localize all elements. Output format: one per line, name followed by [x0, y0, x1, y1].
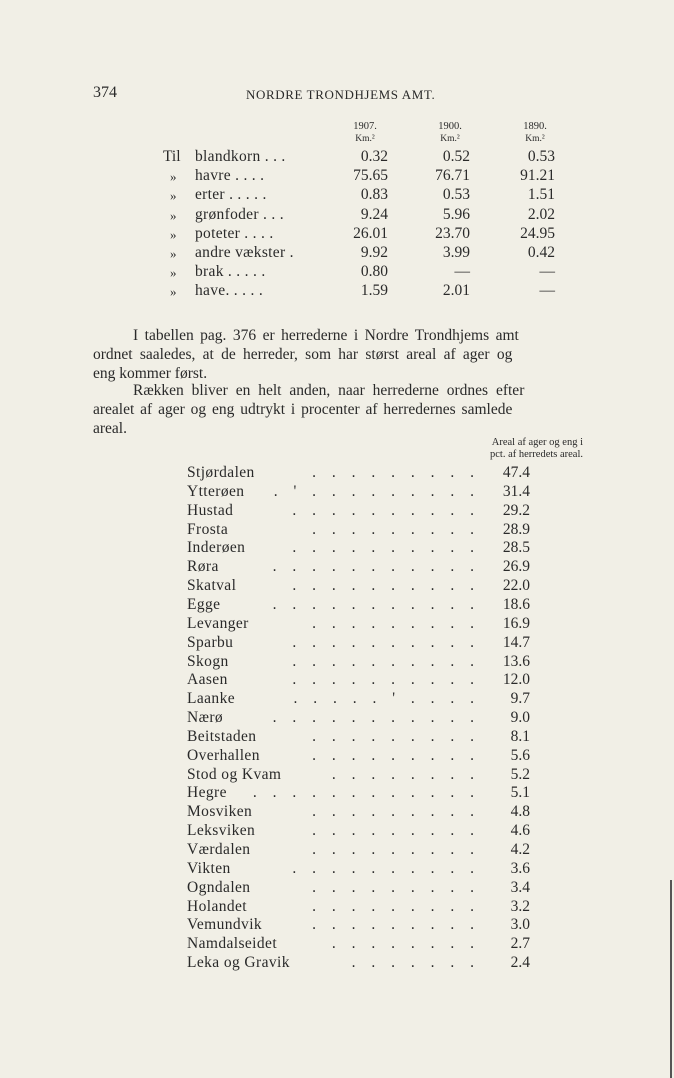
district-value: 3.2 [510, 897, 530, 915]
crop-value-1900: 3.99 [442, 244, 470, 261]
district-value: 12.0 [502, 671, 530, 689]
district-value: 3.0 [510, 916, 530, 934]
paragraph-line: eng kommer først. [93, 365, 208, 382]
district-row [0, 615, 674, 634]
district-name: Ytterøen [187, 482, 245, 500]
crop-value-1907: 0.80 [360, 263, 388, 281]
crop-value-1900: 2.01 [442, 282, 470, 300]
district-row [0, 483, 674, 502]
page-edge-line [670, 880, 672, 1078]
district-name: Hustad [187, 501, 234, 519]
leader-dots: . . . . . . . . . [312, 916, 480, 934]
crop-row-ditto-mark: » [170, 207, 177, 223]
leader-dots: . . . . . ' . . . . [293, 690, 480, 708]
district-name: Sparbu [187, 633, 234, 651]
district-value: 2.4 [510, 954, 530, 972]
district-name: Nærø [187, 709, 224, 727]
leader-dots: . . . . . . . . . . [292, 859, 480, 877]
district-name: Levanger [187, 614, 249, 632]
district-name: Laanke [187, 690, 236, 708]
district-row [0, 596, 674, 615]
leader-dots: . . . . . . . . . . [292, 501, 480, 519]
leader-dots: . . . . . . . . . [312, 614, 480, 632]
district-value: 47.4 [502, 464, 530, 481]
district-name: Leka og Gravik [187, 954, 290, 972]
district-row [0, 521, 674, 540]
crop-value-1900: 23.70 [435, 224, 470, 242]
district-name: Skatval [187, 577, 237, 595]
district-row [0, 690, 674, 709]
leader-dots: . . . . . . . . . [312, 520, 480, 538]
district-row [0, 954, 674, 973]
district-name: Skogn [187, 652, 229, 670]
paragraph-line: areal. [93, 420, 127, 437]
district-value: 22.0 [502, 577, 530, 595]
district-value: 2.7 [510, 935, 530, 953]
district-row [0, 803, 674, 822]
leader-dots: . . . . . . . . . [312, 746, 480, 764]
district-value: 3.4 [510, 878, 530, 896]
leader-dots: . . . . . . . . . . [292, 633, 480, 651]
district-value: 16.9 [502, 614, 530, 632]
district-name: Frosta [187, 520, 229, 538]
leader-dots: . . . . . . . . . . [292, 577, 480, 595]
paragraph-2 [133, 381, 524, 400]
crop-value-1907: 9.92 [360, 244, 388, 261]
crop-row-ditto-mark: » [170, 188, 177, 204]
district-name: Værdalen [187, 841, 251, 858]
crop-value-1890: — [539, 263, 555, 281]
crop-value-1890: 91.21 [520, 167, 555, 185]
district-name: Leksviken [187, 822, 256, 840]
crop-value-1890: 24.95 [520, 224, 555, 242]
district-name: Namdalseidet [187, 935, 278, 953]
leader-dots: . . . . . . . . . [312, 897, 480, 915]
crop-row-name: havre . . . . [195, 167, 265, 185]
leader-dots: . . . . . . . [351, 954, 480, 972]
district-value: 4.2 [510, 841, 530, 858]
running-header-title: NORDRE TRONDHJEMS AMT. [246, 87, 436, 102]
district-value: 5.2 [510, 765, 530, 783]
leader-dots: . . . . . . . . . [312, 841, 480, 858]
district-name: Røra [187, 558, 219, 576]
crop-value-1890: 1.51 [527, 186, 555, 204]
leader-dots: . . . . . . . . [331, 765, 480, 783]
crop-row-ditto-mark: » [170, 265, 177, 281]
crop-row-ditto-mark: » [170, 226, 177, 242]
district-value: 18.6 [502, 595, 530, 613]
district-row [0, 841, 674, 860]
district-value: 3.6 [510, 859, 530, 877]
crop-row-ditto-mark: » [170, 169, 177, 185]
district-name: Inderøen [187, 539, 246, 557]
crop-row-name: poteter . . . . [195, 224, 274, 242]
district-name: Overhallen [187, 746, 260, 764]
paragraph-line: Rækken bliver en helt anden, naar herrederne ordnes efter [133, 382, 525, 399]
district-row [0, 539, 674, 558]
leader-dots: . ' . . . . . . . . . [273, 482, 480, 500]
district-name: Holandet [187, 897, 248, 915]
district-row [0, 709, 674, 728]
leader-dots: . . . . . . . . . . [292, 539, 480, 557]
paragraph-2-cont [93, 400, 512, 438]
leader-dots: . . . . . . . . . . . [272, 709, 480, 727]
crop-value-1907: 0.32 [360, 148, 388, 165]
leader-dots: . . . . . . . . . . [292, 652, 480, 670]
district-table-header: Areal af ager og eng i pct. af herredets areal. [490, 437, 583, 460]
column-header-1907: 1907. Km.² [353, 121, 377, 144]
district-value: 5.1 [510, 784, 530, 802]
district-row [0, 879, 674, 898]
district-row [0, 747, 674, 766]
district-value: 13.6 [502, 652, 530, 670]
crop-row-name: andre vækster . [195, 244, 294, 261]
district-name: Hegre [187, 784, 227, 802]
crop-row [0, 186, 674, 206]
district-name: Beitstaden [187, 727, 257, 745]
district-row [0, 577, 674, 596]
district-value: 29.2 [502, 501, 530, 519]
district-row [0, 634, 674, 653]
district-value: 14.7 [502, 633, 530, 651]
crop-value-1907: 26.01 [353, 224, 388, 242]
district-name: Vemundvik [187, 916, 263, 934]
crop-value-1907: 75.65 [353, 167, 388, 185]
crop-row-name: blandkorn . . . [195, 148, 286, 165]
crop-value-1890: 0.53 [527, 148, 555, 165]
crop-row-ditto-mark: » [170, 284, 177, 300]
leader-dots: . . . . . . . . . . . [272, 558, 480, 576]
crop-value-1900: 5.96 [442, 205, 470, 223]
district-name: Ogndalen [187, 878, 251, 896]
district-value: 4.6 [510, 822, 530, 840]
district-row [0, 935, 674, 954]
district-value: 9.7 [510, 690, 530, 708]
district-row [0, 728, 674, 747]
paragraph-line: arealet af ager og eng udtrykt i procenter af herredernes samlede [93, 401, 513, 418]
district-value: 8.1 [510, 727, 530, 745]
district-row [0, 822, 674, 841]
district-row [0, 784, 674, 803]
column-header-1890: 1890. Km.² [523, 121, 547, 144]
leader-dots: . . . . . . . . . [312, 803, 480, 821]
paragraph-line: I tabellen pag. 376 er herrederne i Nordre Trondhjems amt [133, 327, 519, 344]
district-name: Mosviken [187, 803, 253, 821]
crop-row [0, 263, 674, 283]
district-row [0, 502, 674, 521]
leader-dots: . . . . . . . . . [312, 464, 480, 481]
district-value: 26.9 [502, 558, 530, 576]
crop-value-1900: 0.53 [442, 186, 470, 204]
page-number: 374 [93, 84, 117, 101]
district-value: 5.6 [510, 746, 530, 764]
district-row [0, 464, 674, 483]
leader-dots: . . . . . . . . . . [292, 671, 480, 689]
paragraph-line: ordnet saaledes, at de herreder, som har størst areal af ager og [93, 346, 513, 363]
district-row [0, 558, 674, 577]
leader-dots: . . . . . . . . . . . . [252, 784, 480, 802]
district-name: Vikten [187, 859, 231, 877]
district-row [0, 766, 674, 785]
district-value: 4.8 [510, 803, 530, 821]
crop-row [0, 225, 674, 245]
paragraph-1-cont [93, 345, 512, 383]
district-value: 9.0 [510, 709, 530, 727]
crop-row-prefix: Til [163, 148, 181, 165]
district-name: Egge [187, 595, 221, 613]
crop-value-1890: 2.02 [527, 205, 555, 223]
crop-value-1907: 1.59 [360, 282, 388, 300]
district-name: Aasen [187, 671, 228, 689]
crop-row-name: erter . . . . . [195, 186, 267, 204]
crop-row [0, 206, 674, 226]
leader-dots: . . . . . . . . . [312, 727, 480, 745]
crop-row [0, 282, 674, 302]
crop-row-name: grønfoder . . . [195, 205, 284, 223]
crop-value-1907: 0.83 [360, 186, 388, 204]
district-row [0, 671, 674, 690]
district-name: Stjørdalen [187, 464, 255, 481]
leader-dots: . . . . . . . . [331, 935, 480, 953]
district-row [0, 653, 674, 672]
crop-row [0, 244, 674, 264]
district-row [0, 898, 674, 917]
crop-row [0, 167, 674, 187]
crop-row [0, 148, 674, 168]
district-value: 28.9 [502, 520, 530, 538]
district-row [0, 916, 674, 935]
district-row [0, 860, 674, 879]
leader-dots: . . . . . . . . . . . [272, 595, 480, 613]
crop-value-1900: 0.52 [442, 148, 470, 165]
crop-value-1900: 76.71 [435, 167, 470, 185]
crop-value-1890: — [539, 282, 555, 300]
district-name: Stod og Kvam [187, 765, 282, 783]
column-header-1900: 1900. Km.² [438, 121, 462, 144]
crop-value-1890: 0.42 [527, 244, 555, 261]
district-value: 28.5 [502, 539, 530, 557]
district-value: 31.4 [502, 482, 530, 500]
leader-dots: . . . . . . . . . [312, 878, 480, 896]
crop-row-name: have. . . . . [195, 282, 264, 300]
crop-row-ditto-mark: » [170, 246, 177, 261]
leader-dots: . . . . . . . . . [312, 822, 480, 840]
crop-row-name: brak . . . . . [195, 263, 266, 281]
crop-value-1900: — [454, 263, 470, 281]
crop-value-1907: 9.24 [360, 205, 388, 223]
paragraph-1 [133, 326, 519, 345]
